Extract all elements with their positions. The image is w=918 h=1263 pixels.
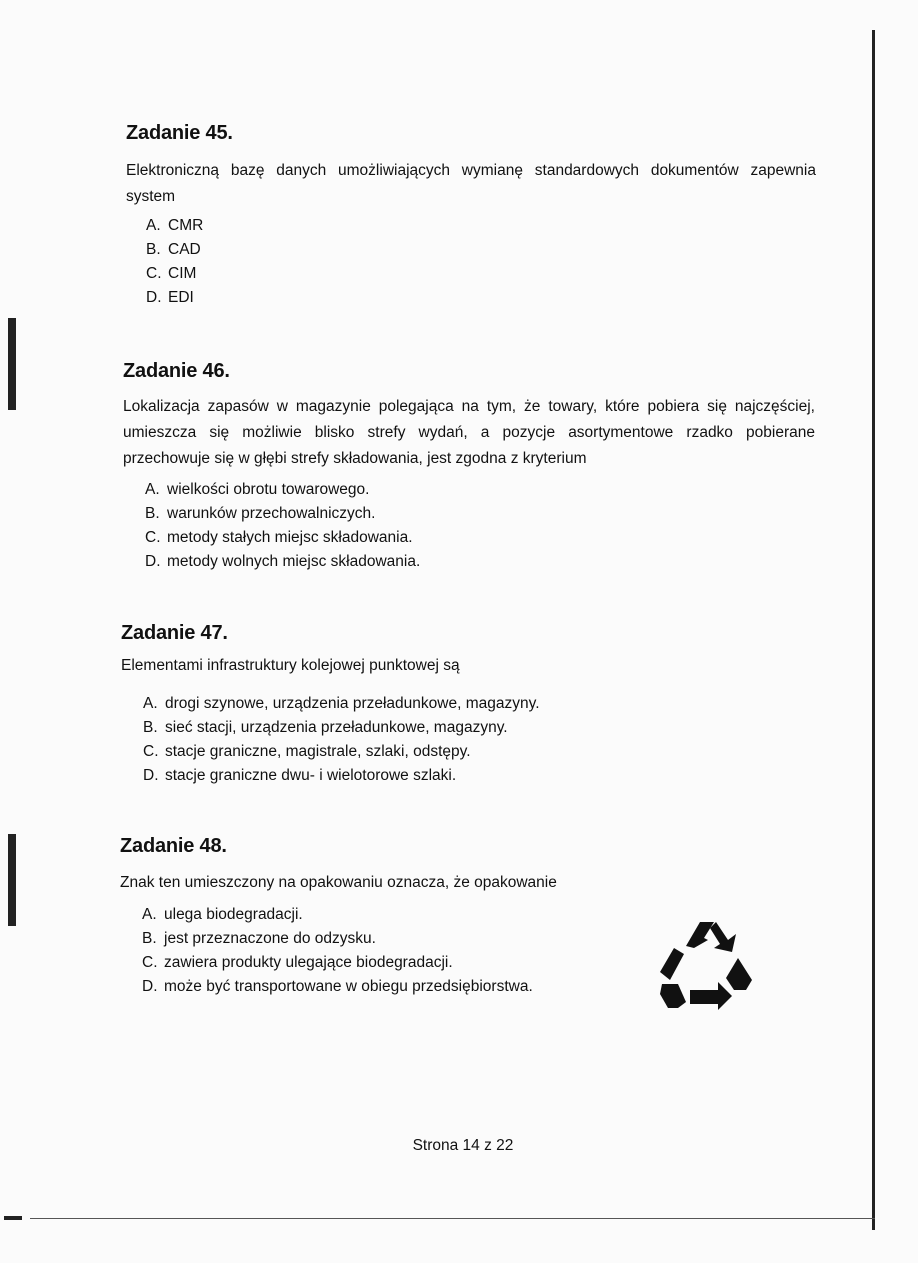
question-title: Zadanie 45.: [126, 122, 233, 144]
option-d: D. metody wolnych miejsc składowania.: [145, 553, 421, 570]
answer-options: [145, 478, 420, 574]
question-title: Zadanie 47.: [121, 622, 228, 644]
recycling-symbol-icon: [656, 918, 756, 1010]
scan-mark: [4, 1216, 22, 1220]
scan-bottom-line: [30, 1218, 875, 1219]
question-text: Elementami infrastruktury kolejowej punktowej są: [121, 657, 460, 674]
binding-hole-mark: [8, 318, 16, 410]
question-title: Zadanie 46.: [123, 360, 230, 382]
option-d: D. stacje graniczne dwu- i wielotorowe szlaki.: [143, 767, 457, 784]
answer-options: [142, 903, 533, 999]
answer-options: [143, 692, 540, 788]
question-title: Zadanie 48.: [120, 835, 227, 857]
option-d: D. może być transportowane w obiegu przedsiębiorstwa.: [142, 978, 533, 995]
option-a: A. ulega biodegradacji.: [142, 906, 303, 923]
question-text: Znak ten umieszczony na opakowaniu oznacza, że opakowanie: [120, 874, 557, 891]
option-b: B. warunków przechowalniczych.: [145, 505, 376, 522]
option-c: C. metody stałych miejsc składowania.: [145, 529, 413, 546]
question-text: Elektroniczną bazę danych umożliwiających wymianę standardowych dokumentów zapewnia system: [126, 162, 816, 205]
option-c: C. CIM: [146, 265, 197, 282]
option-a: A. CMR: [146, 217, 204, 234]
option-b: B. sieć stacji, urządzenia przeładunkowe, magazyny.: [143, 719, 508, 736]
question-text: Lokalizacja zapasów w magazynie polegająca na tym, że towary, które pobiera się najczęściej, umieszcza się możliwie blisko strefy wydań, a pozycje asortymentowe rzadko pobierane przechowuje się w głębi strefy składowania, jest zgodna z kryterium: [123, 398, 815, 467]
page-number: Strona 14 z 22: [412, 1137, 514, 1154]
option-b: B. jest przeznaczone do odzysku.: [142, 930, 376, 947]
option-c: C. zawiera produkty ulegające biodegradacji.: [142, 954, 453, 971]
option-d: D. EDI: [146, 289, 194, 306]
option-a: A. drogi szynowe, urządzenia przeładunkowe, magazyny.: [143, 695, 540, 712]
option-b: B. CAD: [146, 241, 201, 258]
scan-edge-line: [872, 30, 875, 1230]
option-a: A. wielkości obrotu towarowego.: [145, 481, 370, 498]
answer-options: [146, 214, 203, 310]
option-c: C. stacje graniczne, magistrale, szlaki, odstępy.: [143, 743, 471, 760]
binding-hole-mark: [8, 834, 16, 926]
